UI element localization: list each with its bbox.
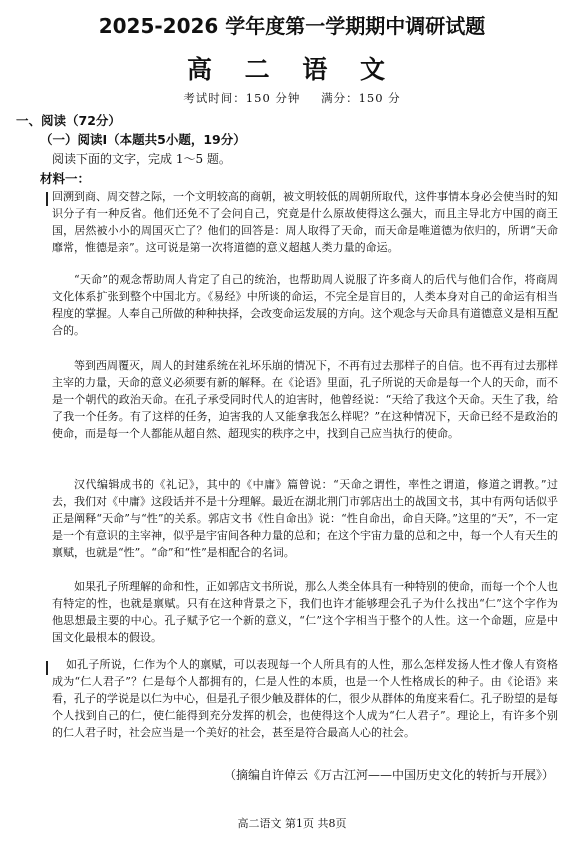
subsection-heading: （一）阅读Ⅰ（本题共5小题，19分） xyxy=(40,132,246,147)
instruction: 阅读下面的文字，完成 1～5 题。 xyxy=(52,152,231,166)
paragraph-4: 汉代编辑成书的《礼记》，其中的《中庸》篇曾说：“天命之谓性，率性之谓道，修道之谓教。”过去，我们对《中庸》这段话并不是十分理解。最近在湖北荆门市郭店出土的战国文书，其中有两句话似乎正是阐释“天命”与“性”的关系。郭店文书《性自命出》说：“性自命出，命自天降。”这里的“天”，不一定是一个有意识的主宰神，似乎是宇宙间各种力量的总和；在这个宇宙力量的总和之中，每一个人有天生的禀赋，也就是“性”。“命”和“性”是相配合的名词。 xyxy=(52,478,558,560)
exam-meta xyxy=(0,90,584,106)
material-label: 材料一： xyxy=(40,171,91,186)
page-footer: 高二语文 第1页 共8页 xyxy=(237,817,347,830)
exam-score: 满分：150 分 xyxy=(321,91,401,105)
paragraph-5: 如果孔子所理解的命和性，正如郭店文书所说，那么人类全体具有一种特别的使命，而每一个个人也有特定的性，也就是禀赋。只有在这种背景之下，我们也许才能够理会孔子为什么找出“仁”这个字作为他思想最主要的中心。孔子赋予它一个新的意义，“仁”这个字相当于整个的人性。这一个命题，应是中国文化最根本的假设。 xyxy=(52,580,558,645)
source-citation: （摘编自许倬云《万古江河——中国历史文化的转折与开展》） xyxy=(223,768,554,782)
margin-mark xyxy=(46,192,48,206)
section-heading: 一、阅读（72分） xyxy=(16,113,121,128)
paragraph-6: 如孔子所说，仁作为个人的禀赋，可以表现每一个人所具有的人性，那么怎样发扬人性才像人有资格成为“仁人君子”？仁是每个人都拥有的，仁是人性的本质，也是一个人性格成长的种子。由《论语》来看，孔子的学说是以仁为中心，但是孔子很少触及群体的仁，很少从群体的角度来看仁。孔子盼望的是每个人找到自己的仁，使仁能得到充分发挥的机会，也使得这个人成为“仁人君子”。理论上，有许多个别的仁人君子时，社会应当是一个美好的社会，甚至是符合最高人心的社会。 xyxy=(52,658,558,740)
paragraph-3: 等到西周覆灭，周人的封建系统在礼坏乐崩的情况下，不再有过去那样子的自信。也不再有过去那样主宰的力量，天命的意义必须要有新的解释。在《论语》里面，孔子所说的天命是每一个人的天命，而不是一个朝代的政治天命。在孔子承受同时代人的迫害时，他曾经说：“天给了我这个天命。天生了我，给了我一个任务。有了这样的任务，迫害我的人又能拿我怎么样呢？”在这种情况下，天命已经不是政治的使命，而是每一个人都能从超自然、超现实的秩序之中，找到自己应当执行的使命。 xyxy=(52,359,558,441)
paragraph-1: 回溯到商、周交替之际，一个文明较高的商朝，被文明较低的周朝所取代，这件事情本身必会使当时的知识分子有一种反省。他们还免不了会问自己，究竟是什么原故使得这么强大，而且主导北方中国的商王国，居然被小小的周国灭亡了？他们的回答是：周人取得了天命，而天命是唯道德为依归的，所谓“天命靡常，惟德是亲”。这可说是第一次将道德的意义超越人类力量的命运。 xyxy=(52,190,558,255)
subject-title: 高 二 语 文 xyxy=(186,55,398,84)
margin-mark xyxy=(46,661,48,675)
exam-time: 考试时间：150 分钟 xyxy=(183,91,301,105)
paragraph-2: “天命”的观念帮助周人肯定了自己的统治，也帮助周人说服了许多商人的后代与他们合作，将商周文化体系扩张到整个中国北方。《易经》中所谈的命运，不完全是盲目的，人类本身对自己的命运有相当程度的掌握。人奉自己所做的种种抉择，会改变命运发展的方向。这个观念与天命具有道德意义是相互配合的。 xyxy=(52,273,558,338)
exam-title: 2025-2026 学年度第一学期期中调研试题 xyxy=(98,14,486,38)
